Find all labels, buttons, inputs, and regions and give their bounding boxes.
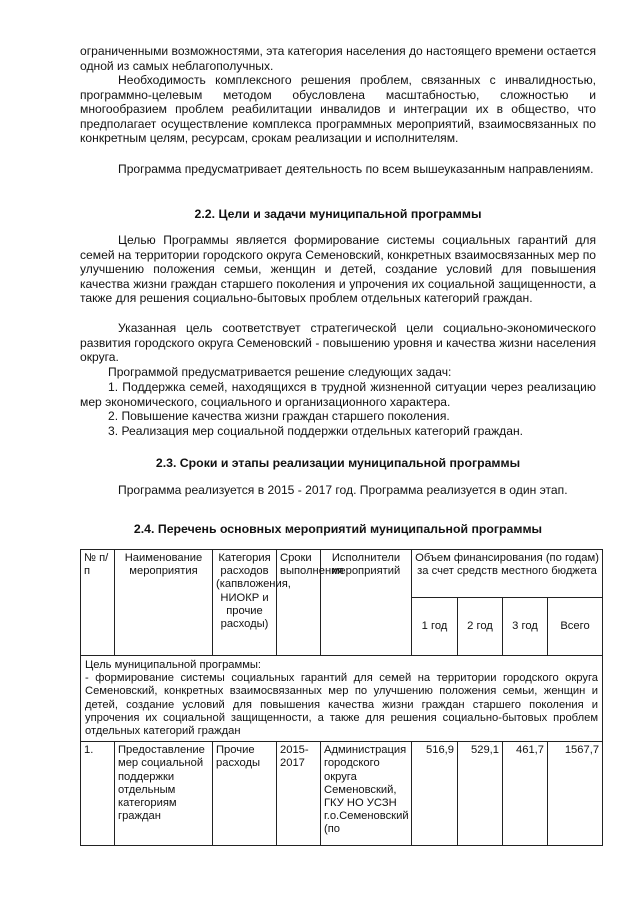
row1-year3: 461,7 — [503, 742, 548, 846]
row1-category: Прочие расходы — [213, 742, 277, 846]
goal-cell — [81, 656, 603, 742]
row1-num: 1. — [81, 742, 115, 846]
task-1: 1. Поддержка семей, находящихся в трудной жизненной ситуации через реализацию мер экономического, социального и организационного характера. — [80, 380, 596, 409]
task-2: 2. Повышение качества жизни граждан старшего поколения. — [108, 409, 450, 423]
tasks-intro: Программой предусматривается решение следующих задач: — [108, 365, 452, 379]
header-year3: 3 год — [503, 598, 548, 656]
table-header-row — [81, 550, 603, 598]
header-executors: Исполнители мероприятий — [321, 550, 412, 656]
strategy-paragraph: Указанная цель соответствует стратегической цели социально-экономического развития городского округа Семеновский - повышению уровня и качества жизни населения округа. — [80, 321, 596, 365]
goal-title: Цель муниципальной программы: — [85, 659, 262, 671]
row1-name: Предоставление мер социальной поддержки отдельным категориям граждан — [115, 742, 213, 846]
intro-paragraph-2: Необходимость комплексного решения проблем, связанных с инвалидностью, программно-целевым методом обусловлена масштабностью, сложностью и многообразием проблем реабилитации инвалидов и интеграции их в общество, что предполагает осуществление комплекса программных мероприятий, взаимосвязанных по конкретным целям, ресурсам, срокам реализации и исполнителям. — [80, 73, 596, 146]
row1-year2: 529,1 — [458, 742, 503, 846]
header-name: Наименование мероприятия — [115, 550, 213, 656]
header-num: № п/п — [81, 550, 115, 656]
header-funding: Объем финансирования (по годам) за счет средств местного бюджета — [412, 550, 603, 598]
section-2-4-heading: 2.4. Перечень основных мероприятий муниципальной программы — [133, 522, 543, 536]
task-3: 3. Реализация мер социальной поддержки отдельных категорий граждан. — [108, 424, 524, 438]
activities-table — [80, 549, 603, 846]
goal-row — [81, 656, 603, 742]
section-2-2-heading: 2.2. Цели и задачи муниципальной программы — [194, 207, 482, 221]
header-category: Категория расходов (капвложения, НИОКР и прочие расходы) — [213, 550, 277, 656]
header-terms: Сроки выполнения — [277, 550, 321, 656]
header-total: Всего — [548, 598, 603, 656]
goal-paragraph: Целью Программы является формирование системы социальных гарантий для семей на территории городского округа Семеновский, конкретных взаимосвязанных мер по улучшению положения семьи, женщин и детей, создание условий для повышения качества жизни граждан старшего поколения и упрочения их социальной защищенности, а также для решения социально-бытовых проблем отдельных категорий граждан. — [80, 233, 596, 306]
row1-year1: 516,9 — [412, 742, 458, 846]
row1-total: 1567,7 — [548, 742, 603, 846]
header-year1: 1 год — [412, 598, 458, 656]
terms-paragraph: Программа реализуется в 2015 - 2017 год. Программа реализуется в один этап. — [118, 483, 568, 497]
table-row — [81, 742, 603, 846]
row1-terms: 2015-2017 — [277, 742, 321, 846]
section-2-3-heading: 2.3. Сроки и этапы реализации муниципальной программы — [155, 456, 521, 470]
header-year2: 2 год — [458, 598, 503, 656]
intro-paragraph-3: Программа предусматривает деятельность по всем вышеуказанным направлениям. — [118, 162, 594, 176]
goal-text: - формирование системы социальных гарантий для семей на территории городского округа Семеновский, конкретных взаимосвязанных мер по улучшению положения семьи, женщин и детей, создание условий для повышения качества жизни граждан старшего поколения и упрочения их социальной защищенности, а также для решения социально-бытовых проблем отдельных категорий граждан — [85, 672, 599, 738]
intro-paragraph-1: ограниченными возможностями, эта категория населения до настоящего времени остается одной из самых неблагополучных. — [80, 44, 596, 73]
row1-executors: Администрация городского округа Семеновский, ГКУ НО УСЗН г.о.Семеновский (по — [321, 742, 412, 846]
